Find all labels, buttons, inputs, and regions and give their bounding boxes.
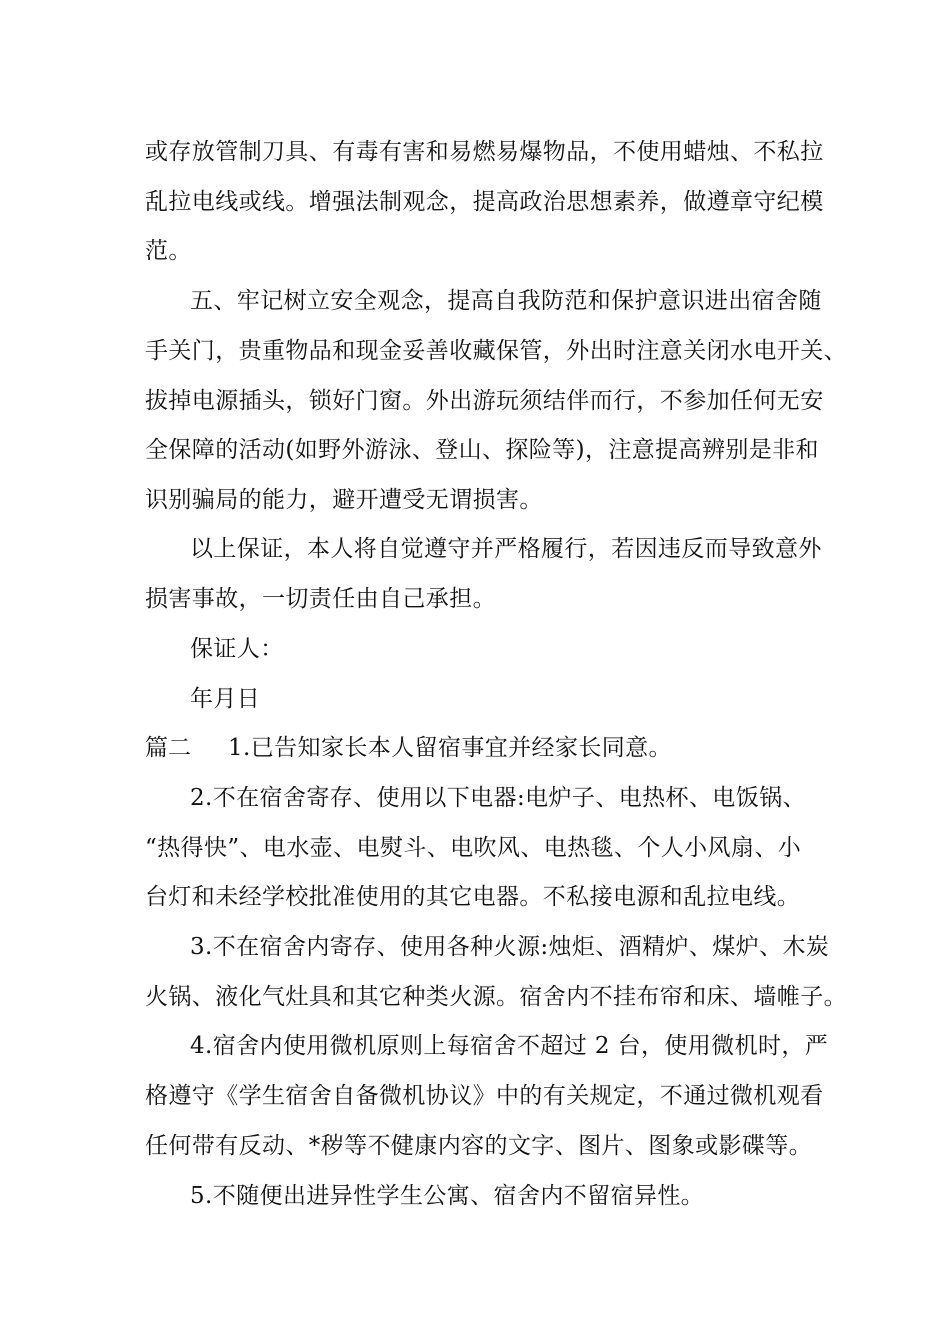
paragraph-line: 以上保证，本人将自觉遵守并严格履行，若因违反而导致意外	[190, 536, 822, 562]
paragraph-line: 拔掉电源插头，锁好门窗。外出游玩须结伴而行，不参加任何无安	[145, 388, 824, 414]
paragraph-line: 五、牢记树立安全观念，提高自我防范和保护意识进出宿舍随	[190, 288, 822, 314]
paragraph-line: 2.不在宿舍寄存、使用以下电器:电炉子、电热杯、电饭锅、	[190, 785, 806, 811]
paragraph-line: 3.不在宿舍内寄存、使用各种火源:烛炬、酒精炉、煤炉、木炭	[190, 934, 830, 960]
paragraph-line: 或存放管制刀具、有毒有害和易燃易爆物品，不使用蜡烛、不私拉	[145, 139, 824, 165]
paragraph-line: 台灯和未经学校批准使用的其它电器。不私接电源和乱拉电线。	[145, 884, 801, 910]
paragraph-line: 范。	[145, 238, 192, 264]
signature-label: 保证人：	[190, 636, 284, 662]
date-label: 年月日	[190, 686, 261, 712]
paragraph-line: 乱拉电线或线。增强法制观念，提高政治思想素养，做遵章守纪模	[145, 189, 824, 215]
paragraph-line: “热得快”、电水壶、电熨斗、电吹风、电热毯、个人小风扇、小	[145, 835, 802, 861]
paragraph-line: 5.不随便出进异性学生公寓、宿舍内不留宿异性。	[190, 1183, 705, 1209]
paragraph-line: 损害事故，一切责任由自己承担。	[145, 586, 496, 612]
paragraph-line: 火锅、液化气灶具和其它种类火源。宿舍内不挂布帘和床、墙帷子。	[145, 984, 847, 1010]
paragraph-line: 1.已告知家长本人留宿事宜并经家长同意。	[228, 735, 672, 761]
paragraph-line: 格遵守《学生宿舍自备微机协议》中的有关规定，不通过微机观看	[145, 1083, 824, 1109]
paragraph-line: 全保障的活动(如野外游泳、登山、探险等)，注意提高辨别是非和	[145, 437, 819, 463]
section-label: 篇二	[145, 735, 191, 761]
paragraph-line: 4.宿舍内使用微机原则上每宿舍不超过 2 台，使用微机时，严	[190, 1033, 829, 1059]
paragraph-line: 手关门，贵重物品和现金妥善收藏保管，外出时注意关闭水电开关、	[145, 338, 847, 364]
paragraph-line: 任何带有反动、*秽等不健康内容的文字、图片、图象或影碟等。	[145, 1133, 813, 1159]
paragraph-line: 识别骗局的能力，避开遭受无谓损害。	[145, 487, 543, 513]
